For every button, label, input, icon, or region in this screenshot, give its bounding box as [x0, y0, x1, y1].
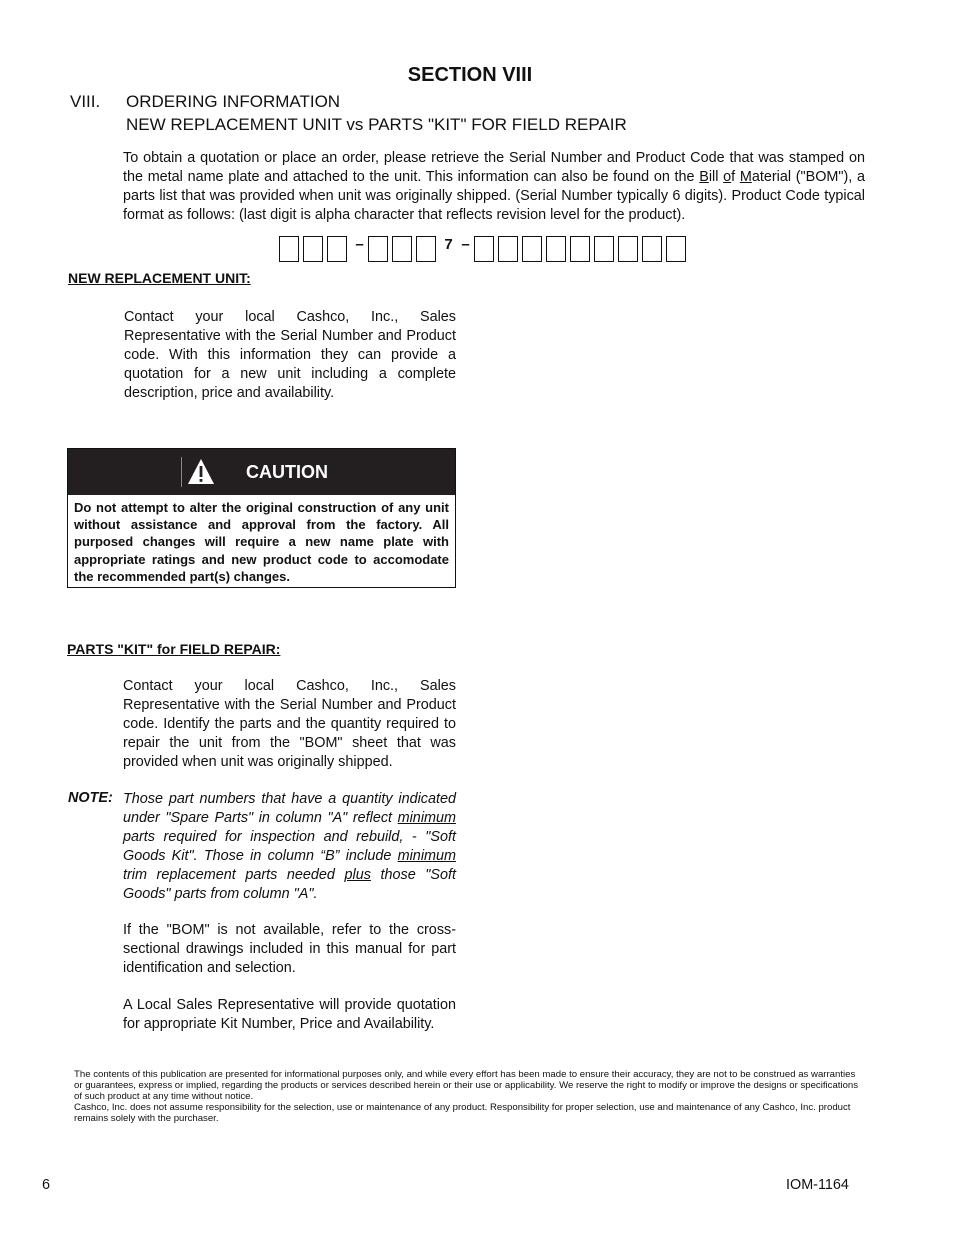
disclaimer-paragraph: Cashco, Inc. does not assume responsibility for the selection, use or maintenance of any product. Responsibility for proper selection, use and maintenance of any Cashco, Inc. product remains solely with the purchaser.	[74, 1102, 851, 1124]
note-text: Those part numbers that have a quantity indicated under "Spare Parts" in column "A" reflect minimum parts required for inspection and rebuild, - "Soft Goods Kit". Those in column “B” include minimum trim replacement parts needed plus those "Soft Goods" parts from column "A".	[123, 791, 456, 902]
parts-kit-text: Contact your local Cashco, Inc., Sales Representative with the Serial Number and Product code. Identify the parts and the quantity required to repair the unit from the "BOM" sheet that was provided when unit was originally shipped.	[123, 678, 456, 770]
caution-header	[68, 449, 455, 495]
intro-paragraph: To obtain a quotation or place an order, please retrieve the Serial Number and Product Code that was stamped on the metal name plate and attached to the unit. This information can also be found on the Bill of Material ("BOM"), a parts list that was provided when unit was originally shipped. (Serial Number typically 6 digits). Product Code typical format as follows: (last digit is alpha character that reflects revision level for the product).	[123, 150, 865, 223]
disclaimer	[74, 1069, 864, 1124]
local-rep-text: A Local Sales Representative will provide quotation for appropriate Kit Number, Price and Availability.	[123, 997, 456, 1032]
code-box	[594, 236, 614, 262]
product-code-format	[279, 236, 690, 266]
disclaimer-paragraph: The contents of this publication are presented for informational purposes only, and while every effort has been made to ensure their accuracy, they are not to be construed as warranties or guarantees, express or implied, regarding the products or services described herein or their use or applicability. We reserve the right to modify or improve the designs or specifications of such product at any time without notice.	[74, 1069, 859, 1102]
caution-box	[67, 448, 456, 588]
warning-triangle-icon	[186, 457, 216, 487]
code-box	[392, 236, 412, 262]
code-box	[498, 236, 518, 262]
code-box	[642, 236, 662, 262]
code-box	[474, 236, 494, 262]
document-id: IOM-1164	[786, 1177, 849, 1193]
note-label: NOTE:	[68, 790, 113, 806]
caution-label: CAUTION	[246, 462, 328, 482]
new-unit-heading: NEW REPLACEMENT UNIT:	[68, 270, 251, 286]
code-box	[303, 236, 323, 262]
code-box	[327, 236, 347, 262]
parts-kit-heading: PARTS "KIT" for FIELD REPAIR:	[67, 641, 281, 657]
code-separator: –	[355, 236, 364, 253]
code-box	[618, 236, 638, 262]
caution-divider	[181, 457, 182, 487]
page-number: 6	[42, 1177, 51, 1193]
code-box	[522, 236, 542, 262]
section-heading-line2: NEW REPLACEMENT UNIT vs PARTS "KIT" FOR FIELD REPAIR	[126, 115, 627, 134]
section-title: SECTION VIII	[407, 64, 533, 86]
code-box	[279, 236, 299, 262]
section-heading-line1: ORDERING INFORMATION	[126, 92, 341, 111]
caution-text: Do not attempt to alter the original construction of any unit without assistance and approval from the factory. All purposed changes will require a new name plate with appropriate ratings and new product code to accomodate the recommended part(s) changes.	[74, 500, 449, 584]
code-box	[368, 236, 388, 262]
code-box	[570, 236, 590, 262]
code-box	[666, 236, 686, 262]
bom-unavailable-text: If the "BOM" is not available, refer to the cross-sectional drawings included in this manual for part identification and selection.	[123, 922, 456, 976]
code-box	[416, 236, 436, 262]
code-box	[546, 236, 566, 262]
section-number: VIII.	[70, 92, 101, 111]
code-fixed-digit: 7	[444, 236, 453, 253]
new-unit-text: Contact your local Cashco, Inc., Sales Representative with the Serial Number and Product code. With this information they can provide a quotation for a new unit including a complete description, price and availability.	[124, 309, 456, 401]
code-separator: –	[461, 236, 470, 253]
